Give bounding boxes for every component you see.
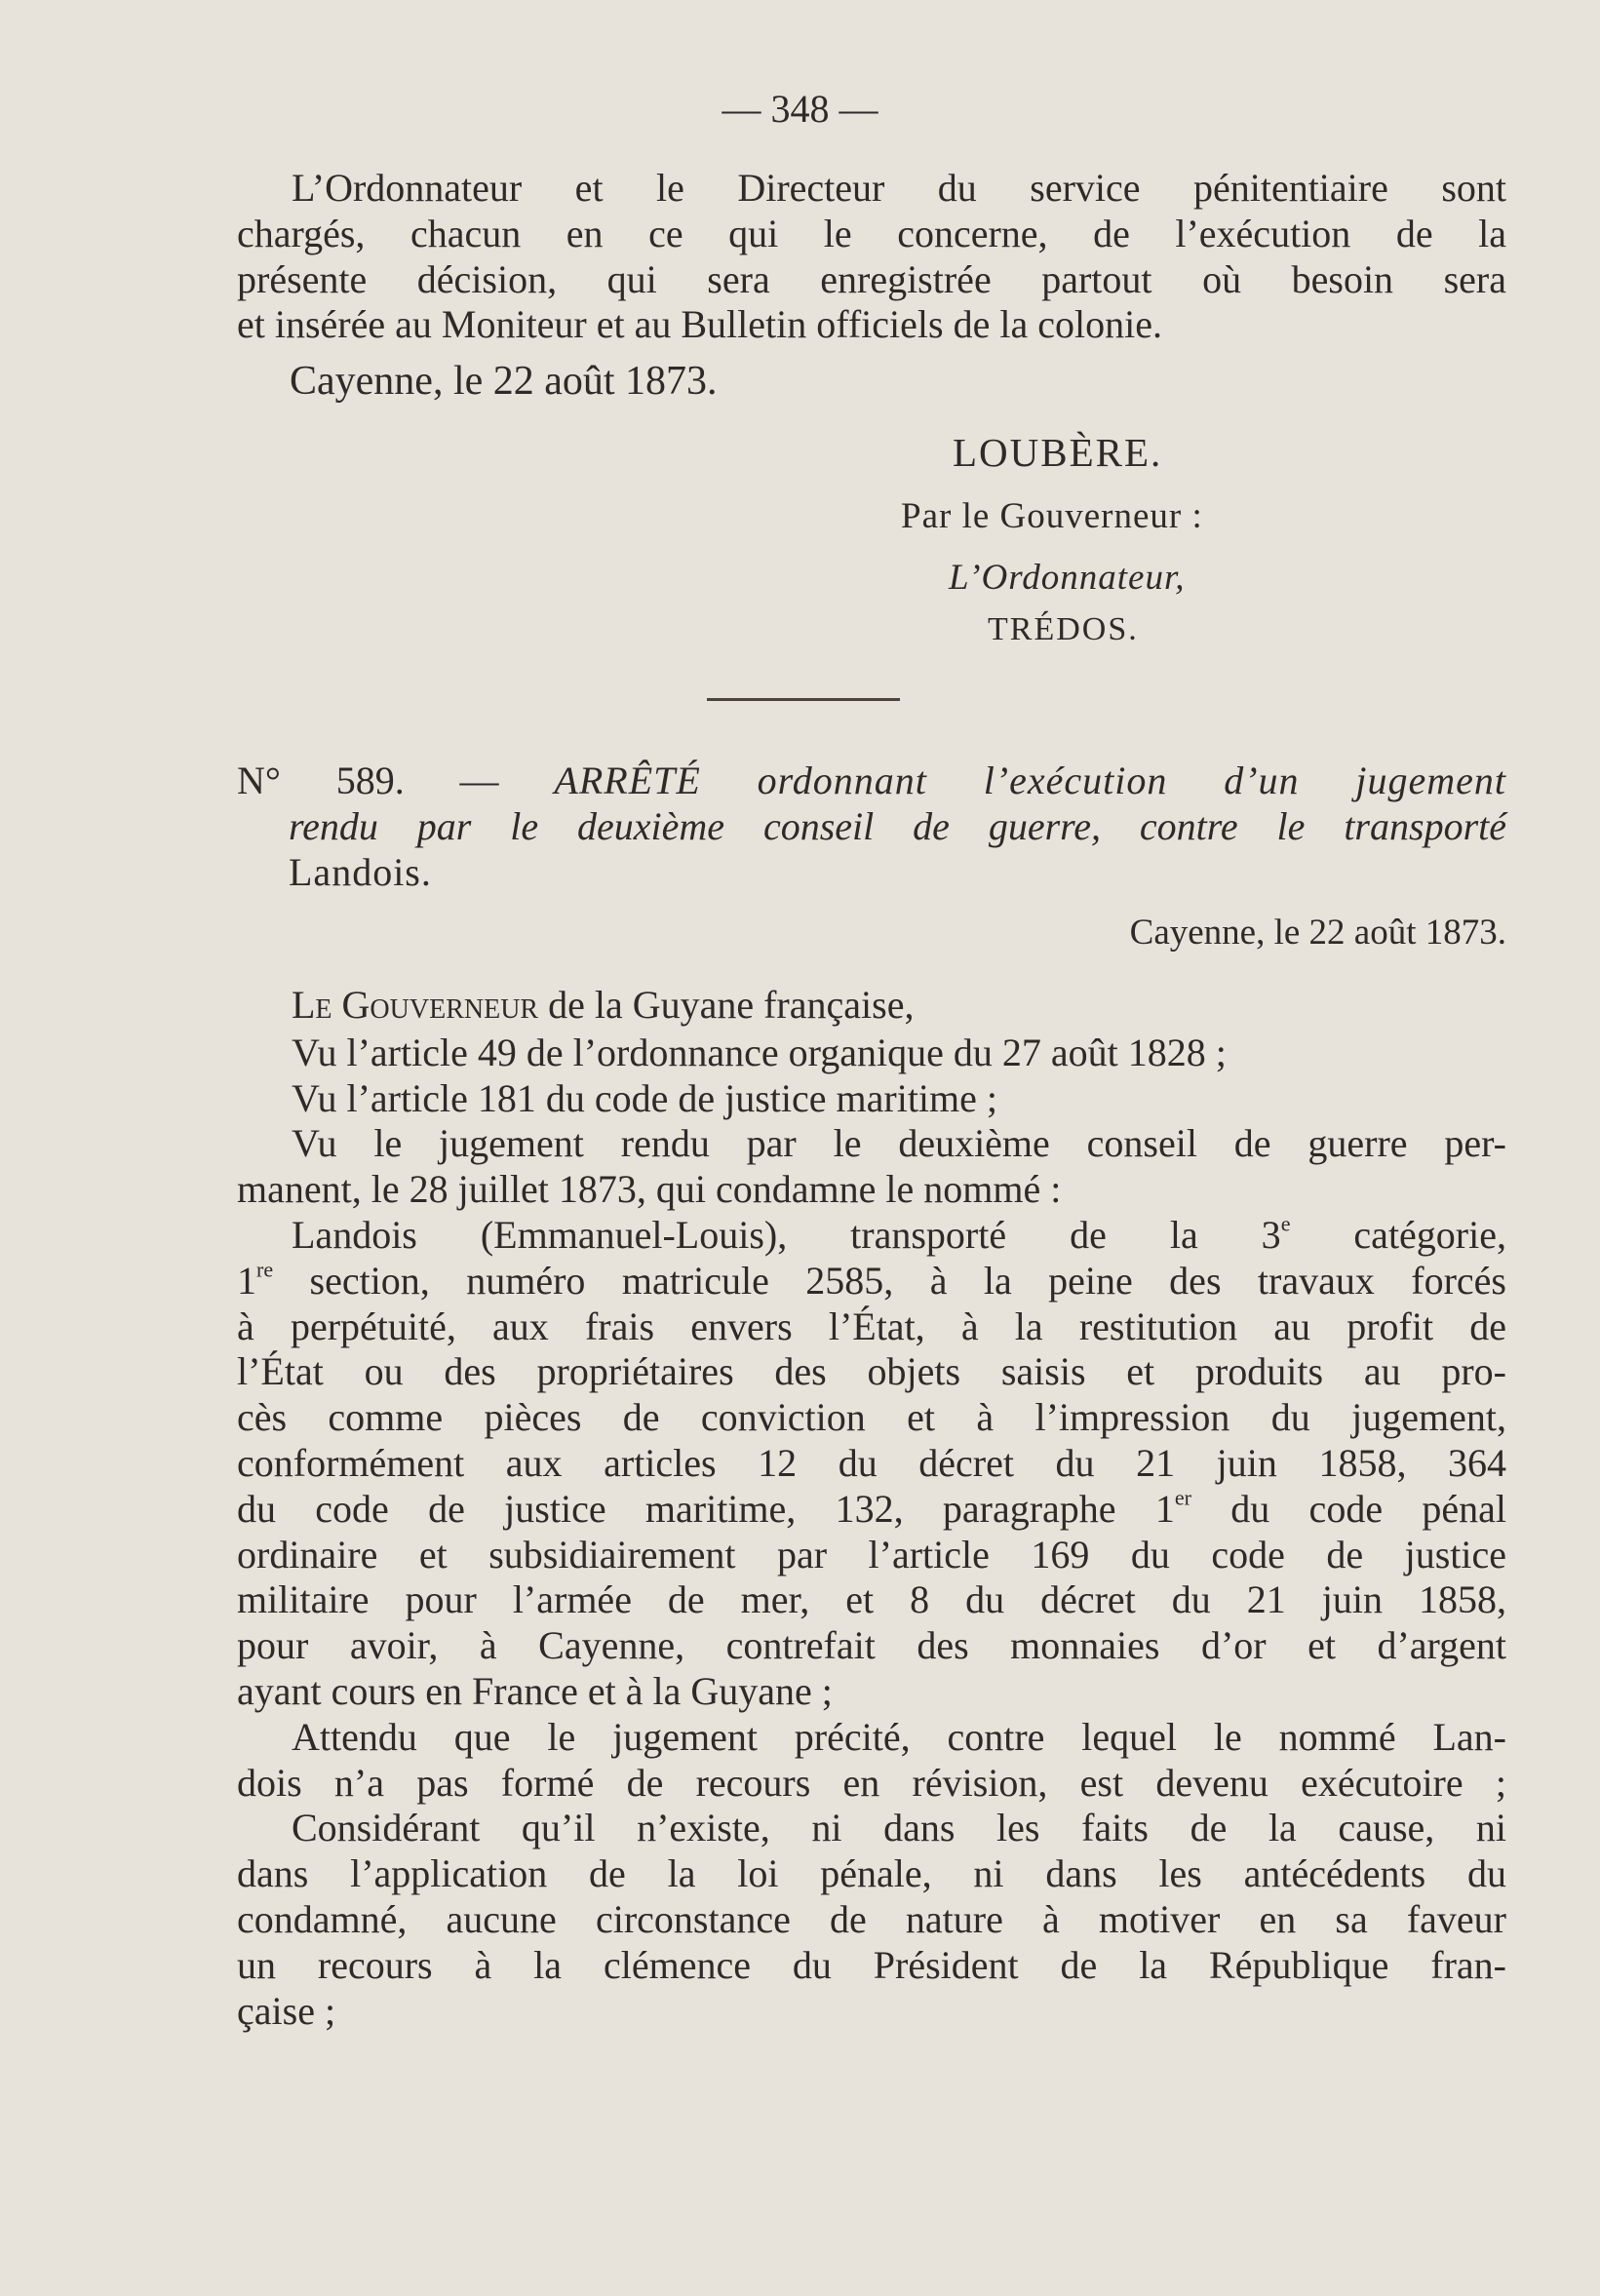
text-line: chargés, chacun en ce qui le concerne, de l’exécution de la	[237, 211, 1506, 255]
landois-line: militaire pour l’armée de mer, et 8 du décret du 21 juin 1858,	[237, 1577, 1506, 1622]
decree-number: N° 589. —	[237, 759, 499, 802]
landois-line: ayant cours en France et à la Guyane ;	[237, 1668, 833, 1713]
vu-line: Vu l’article 49 de l’ordonnance organique du 27 août 1828 ;	[292, 1030, 1227, 1074]
landois-line	[237, 1213, 1506, 1259]
decree-date: Cayenne, le 22 août 1873.	[1129, 913, 1506, 953]
text-run: 1	[237, 1258, 256, 1303]
considerant-line: un recours à la clémence du Président de la République fran-	[237, 1942, 1506, 1987]
closing-paragraph	[237, 166, 1506, 348]
governor-rest: de la Guyane française,	[538, 983, 915, 1027]
page-number: — 348 —	[722, 87, 878, 131]
superscript: e	[1280, 1211, 1291, 1236]
superscript: re	[256, 1257, 274, 1282]
landois-line: cès comme pièces de conviction et à l’impression du jugement,	[237, 1395, 1506, 1440]
text-run: du code pénal	[1190, 1486, 1506, 1531]
considerant-line: dans l’application de la loi pénale, ni dans les antécédents du	[237, 1851, 1506, 1896]
date-line: Cayenne, le 22 août 1873.	[290, 359, 718, 404]
by-governor: Par le Gouverneur :	[901, 496, 1203, 536]
decree-heading	[237, 759, 1506, 895]
decree-title: ARRÊTÉ ordonnant l’exécution d’un jugement	[554, 759, 1506, 802]
attendu-line: Attendu que le jugement précité, contre lequel le nommé Lan-	[292, 1714, 1506, 1759]
decree-body	[237, 983, 1506, 2034]
governor-line	[237, 983, 1506, 1029]
landois-line: pour avoir, à Cayenne, contrefait des monnaies d’or et d’argent	[237, 1623, 1506, 1668]
text-line: L’Ordonnateur et le Directeur du service pénitentiaire sont	[292, 166, 1506, 210]
decree-title-line: Landois.	[289, 849, 432, 894]
text-run: catégorie,	[1290, 1212, 1506, 1257]
superscript: er	[1174, 1485, 1191, 1510]
text-line: présente décision, qui sera enregistrée partout où besoin sera	[237, 256, 1506, 301]
text-line: et insérée au Moniteur et au Bulletin officiels de la colonie.	[237, 302, 1162, 347]
decree-title-line	[237, 759, 1506, 804]
text-run: Landois (Emmanuel-Louis), transporté de la 3	[292, 1212, 1281, 1257]
section-divider	[707, 698, 900, 701]
landois-line	[237, 1487, 1506, 1533]
landois-line: conformément aux articles 12 du décret du 21 juin 1858, 364	[237, 1440, 1506, 1485]
text-run: du code de justice maritime, 132, paragraphe 1	[237, 1486, 1175, 1531]
vu-line: Vu l’article 181 du code de justice maritime ;	[292, 1075, 998, 1120]
decree-title-line: rendu par le deuxième conseil de guerre, contre le transporté	[289, 803, 1506, 848]
landois-line: l’État ou des propriétaires des objets saisis et produits au pro-	[237, 1349, 1506, 1394]
landois-line: ordinaire et subsidiairement par l’article 169 du code de justice	[237, 1532, 1506, 1576]
landois-line: à perpétuité, aux frais envers l’État, à la restitution au profit de	[237, 1304, 1506, 1348]
signature-name: LOUBÈRE.	[953, 430, 1163, 475]
ordonnateur-title: L’Ordonnateur,	[949, 558, 1186, 598]
landois-line	[237, 1259, 1506, 1304]
vu-line: Vu le jugement rendu par le deuxième conseil de guerre per-	[292, 1121, 1506, 1166]
text-run: section, numéro matricule 2585, à la peine des travaux forcés	[273, 1258, 1506, 1303]
attendu-line: dois n’a pas formé de recours en révision, est devenu exécutoire ;	[237, 1760, 1506, 1805]
considerant-line: Considérant qu’il n’existe, ni dans les faits de la cause, ni	[292, 1806, 1506, 1850]
considerant-line: condamné, aucune circonstance de nature à motiver en sa faveur	[237, 1896, 1506, 1941]
considerant-line: çaise ;	[237, 1988, 336, 2033]
governor-caps: Le Gouverneur	[292, 983, 539, 1027]
ordonnateur-name: TRÉDOS.	[988, 611, 1139, 647]
vu-line: manent, le 28 juillet 1873, qui condamne le nommé :	[237, 1167, 1062, 1212]
